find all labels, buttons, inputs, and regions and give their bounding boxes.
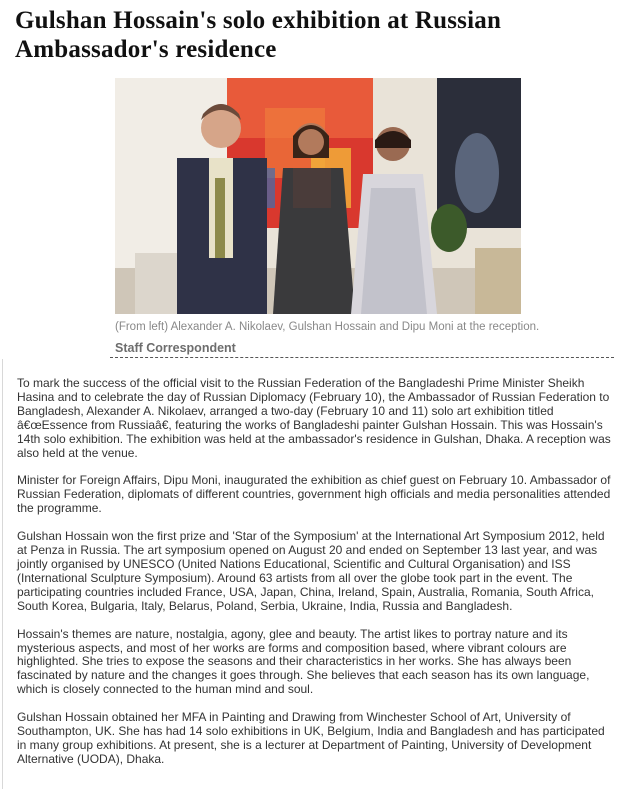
- photo-caption: (From left) Alexander A. Nikolaev, Gulshan Hossain and Dipu Moni at the reception.: [115, 321, 540, 333]
- paragraph: Minister for Foreign Affairs, Dipu Moni, inaugurated the exhibition as chief guest on February 10. Ambassador of Russian Federation, diplomats of different countries, government high officials and media personalities attended the programme.: [17, 473, 611, 516]
- paragraph: Gulshan Hossain won the first prize and 'Star of the Symposium' at the International Art Symposium 2012, held at Penza in Russia. The art symposium opened on August 20 and ended on September 13 last year, and was jointly organised by UNESCO (United Nations Educational, Scientific and Cultural Organisation) and ISS (International Sculpture Symposium). Around 63 artists from all over the globe took part in the event. The participating countries included France, USA, Japan, China, Ireland, Spain, Australia, Romania, South Africa, South Korea, Bulgaria, Italy, Belarus, Poland, Serbia, Ukraine, India, Russia and Bangladesh.: [17, 529, 605, 613]
- paragraph: Gulshan Hossain obtained her MFA in Painting and Drawing from Winchester School of Art, University of Southampton, UK. She has had 14 solo exhibitions in UK, Belgium, India and Bangladesh and has participated in many group exhibitions. At present, she is a lecturer at Department of Painting, University of Development Alternative (UODA), Dhaka.: [17, 710, 605, 766]
- paragraph: To mark the success of the official visit to the Russian Federation of the Bangladeshi Prime Minister Sheikh Hasina and to celebrate the day of Russian Diplomacy (February 10), the Ambassador of Russian Federation to Bangladesh, Alexander A. Nikolaev, arranged a two-day (February 10 and 11) solo art exhibition titled â€œEssence from Russiaâ€, featuring the works of Bangladeshi painter Gulshan Hossain. This was Hossain's 14th solo exhibition. The exhibition was held at the ambassador's residence in Gulshan, Dhaka. A reception was also held at the venue.: [17, 376, 611, 460]
- byline: Staff Correspondent: [115, 341, 236, 355]
- divider: [110, 357, 614, 358]
- article-body: [17, 377, 617, 781]
- column-rule: [2, 359, 3, 789]
- article-photo: [115, 78, 521, 314]
- article-title: Gulshan Hossain's solo exhibition at Russian Ambassador's residence: [15, 7, 502, 63]
- paragraph: Hossain's themes are nature, nostalgia, agony, glee and beauty. The artist likes to portray nature and its mysterious aspects, and most of her works are forms and composition based, where vibrant colours are highlighted. She tries to expose the seasons and their characteristics in her works. She has always been fascinated by nature and the changes it goes through. She believes that each season has its own language, which is closely connected to the human mind and soul.: [17, 626, 590, 697]
